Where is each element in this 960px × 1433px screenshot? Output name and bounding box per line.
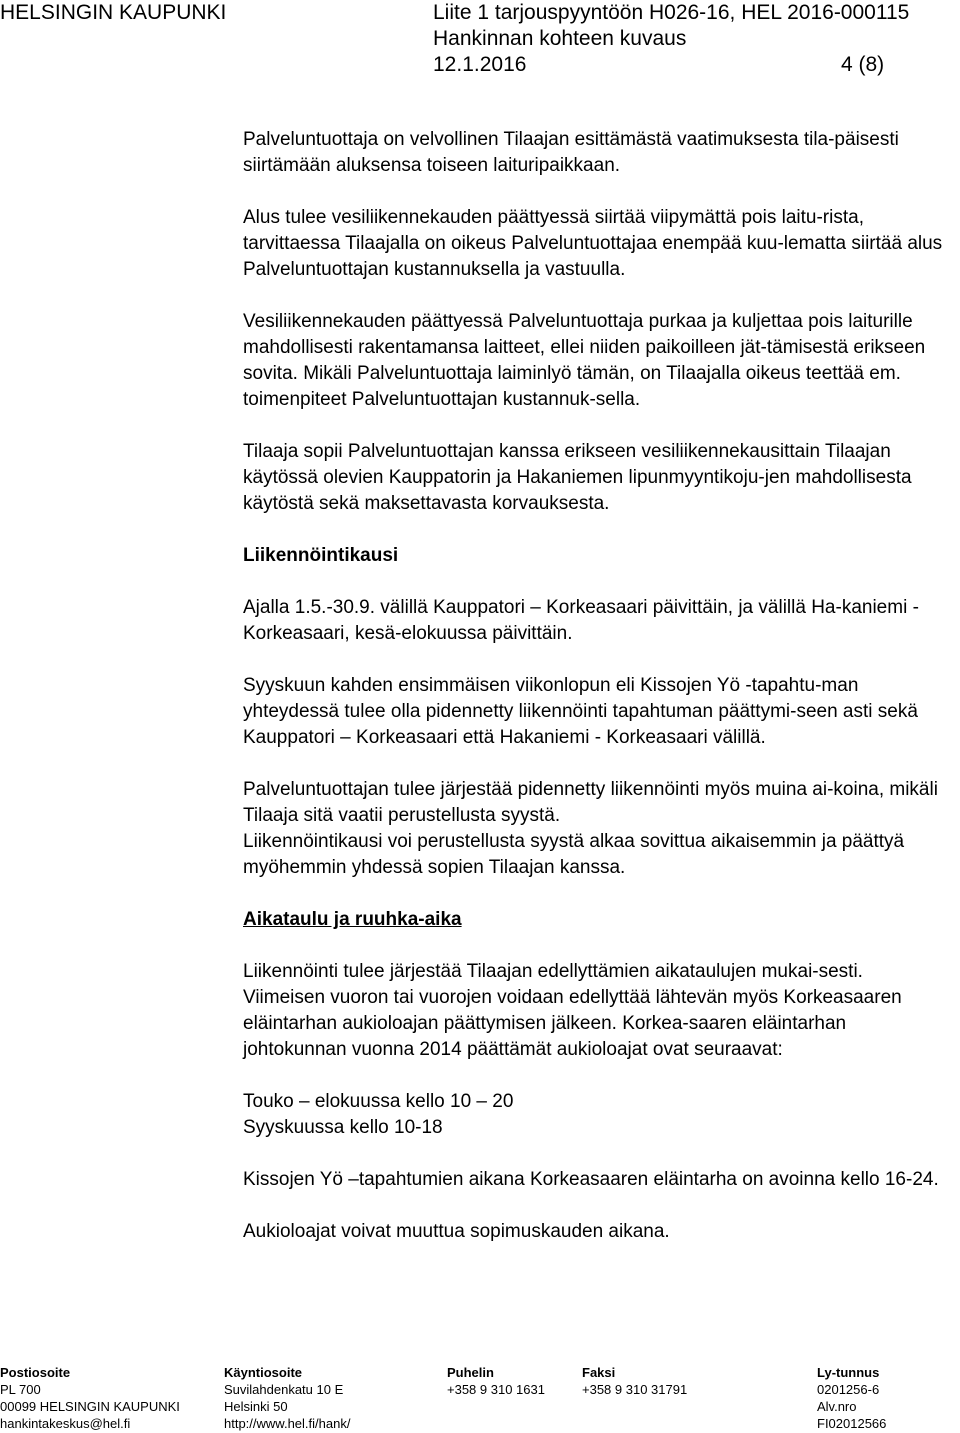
footer-label: Postiosoite: [0, 1365, 71, 1380]
footer-visiting-address: [224, 1364, 350, 1432]
date-page-row: [433, 52, 909, 78]
paragraph: Palveluntuottajan tulee järjestää pidennetty liikennöinti myös muina ai-koina, mikäli Tilaaja sitä vaatii perustellusta syystä.: [243, 779, 938, 826]
footer-value: FI02012566: [817, 1416, 887, 1431]
footer-email[interactable]: hankintakeskus@hel.fi: [0, 1416, 131, 1431]
footer-value: 0201256-6: [817, 1382, 880, 1397]
footer-value: +358 9 310 1631: [447, 1382, 545, 1397]
doc-ref: Liite 1 tarjouspyyntöön H026-16, HEL 2016-000115: [433, 1, 910, 24]
doc-title: Hankinnan kohteen kuvaus: [433, 27, 687, 50]
paragraph: Liikennöinti tulee järjestää Tilaajan edellyttämien aikataulujen mukai-sesti. Viimeisen vuoron tai vuorojen voidaan edellyttää lähtevän myös Korkeasaaren eläintarhan aukioloajan päättymisen jälkeen. Korkea-saaren eläintarhan johtokunnan vuonna 2014 päättämät aukioloajat ovat seuraavat:: [243, 961, 902, 1060]
footer-website[interactable]: http://www.hel.fi/hank/: [224, 1416, 351, 1431]
footer-business-id: [817, 1364, 886, 1432]
footer-fax: [582, 1364, 687, 1398]
paragraph: Kissojen Yö –tapahtumien aikana Korkeasaaren eläintarha on avoinna kello 16-24.: [243, 1169, 939, 1190]
document-body: [243, 127, 943, 1245]
org-name: HELSINGIN KAUPUNKI: [0, 1, 227, 24]
footer-label: Ly-tunnus: [817, 1365, 880, 1380]
paragraph: Liikennöintikausi voi perustellusta syystä alkaa sovittua aikaisemmin ja päättyä myöhemmin yhdessä sopien Tilaajan kanssa.: [243, 831, 905, 878]
footer-value: PL 700: [0, 1382, 41, 1397]
paragraph: Syyskuun kahden ensimmäisen viikonlopun eli Kissojen Yö -tapahtu-man yhteydessä tulee olla pidennetty liikennöinti tapahtuman päättymi-seen asti sekä Kauppatori – Korkeasaari että Hakaniemi - Korkeasaari välillä.: [243, 675, 918, 748]
section-heading: Liikennöintikausi: [243, 545, 399, 566]
footer-value: 00099 HELSINGIN KAUPUNKI: [0, 1399, 180, 1414]
schedule-line: Touko – elokuussa kello 10 – 20: [243, 1091, 514, 1112]
paragraph: Alus tulee vesiliikennekauden päättyessä siirtää viipymättä pois laitu-rista, tarvittaessa Tilaajalla on oikeus Palveluntuottajaa enempää kuu-lematta siirtää alus Palveluntuottajan kustannuksella ja vastuulla.: [243, 207, 943, 280]
footer-value: Suvilahdenkatu 10 E: [224, 1382, 344, 1397]
footer-phone: [447, 1364, 545, 1398]
footer: [0, 1364, 960, 1433]
page-number: 4 (8): [841, 53, 885, 76]
section-heading: Aikataulu ja ruuhka-aika: [243, 909, 462, 930]
paragraph: Aukioloajat voivat muuttua sopimuskauden aikana.: [243, 1221, 670, 1242]
doc-date: 12.1.2016: [433, 53, 527, 76]
footer-label: Puhelin: [447, 1365, 494, 1380]
paragraph: Ajalla 1.5.-30.9. välillä Kauppatori – Korkeasaari päivittäin, ja välillä Ha-kaniemi - Korkeasaari, kesä-elokuussa päivittäin.: [243, 597, 919, 644]
footer-label: Faksi: [582, 1365, 616, 1380]
paragraph: Vesiliikennekauden päättyessä Palveluntuottaja purkaa ja kuljettaa pois laiturille mahdollisesti rakentamansa laitteet, ellei niiden paikoilleen jät-tämisestä erikseen sovita. Mikäli Palveluntuottaja laiminlyö tämän, on Tilaajalla oikeus teettää em. toimenpiteet Palveluntuottajan kustannuk-sella.: [243, 311, 926, 410]
schedule-line: Syyskuussa kello 10-18: [243, 1117, 443, 1138]
footer-value: Alv.nro: [817, 1399, 857, 1414]
footer-postal-address: [0, 1364, 180, 1432]
header-block: [433, 0, 909, 78]
footer-label: Käyntiosoite: [224, 1365, 303, 1380]
paragraph: Palveluntuottaja on velvollinen Tilaajan esittämästä vaatimuksesta tila-päisesti siirtämään aluksensa toiseen laituripaikkaan.: [243, 129, 899, 176]
footer-value: Helsinki 50: [224, 1399, 288, 1414]
paragraph: Tilaaja sopii Palveluntuottajan kanssa erikseen vesiliikennekausittain Tilaajan käytössä olevien Kauppatorin ja Hakaniemen lipunmyyntikoju-jen mahdollisesta käytöstä sekä maksettavasta korvauksesta.: [243, 441, 912, 514]
footer-value: +358 9 310 31791: [582, 1382, 688, 1397]
